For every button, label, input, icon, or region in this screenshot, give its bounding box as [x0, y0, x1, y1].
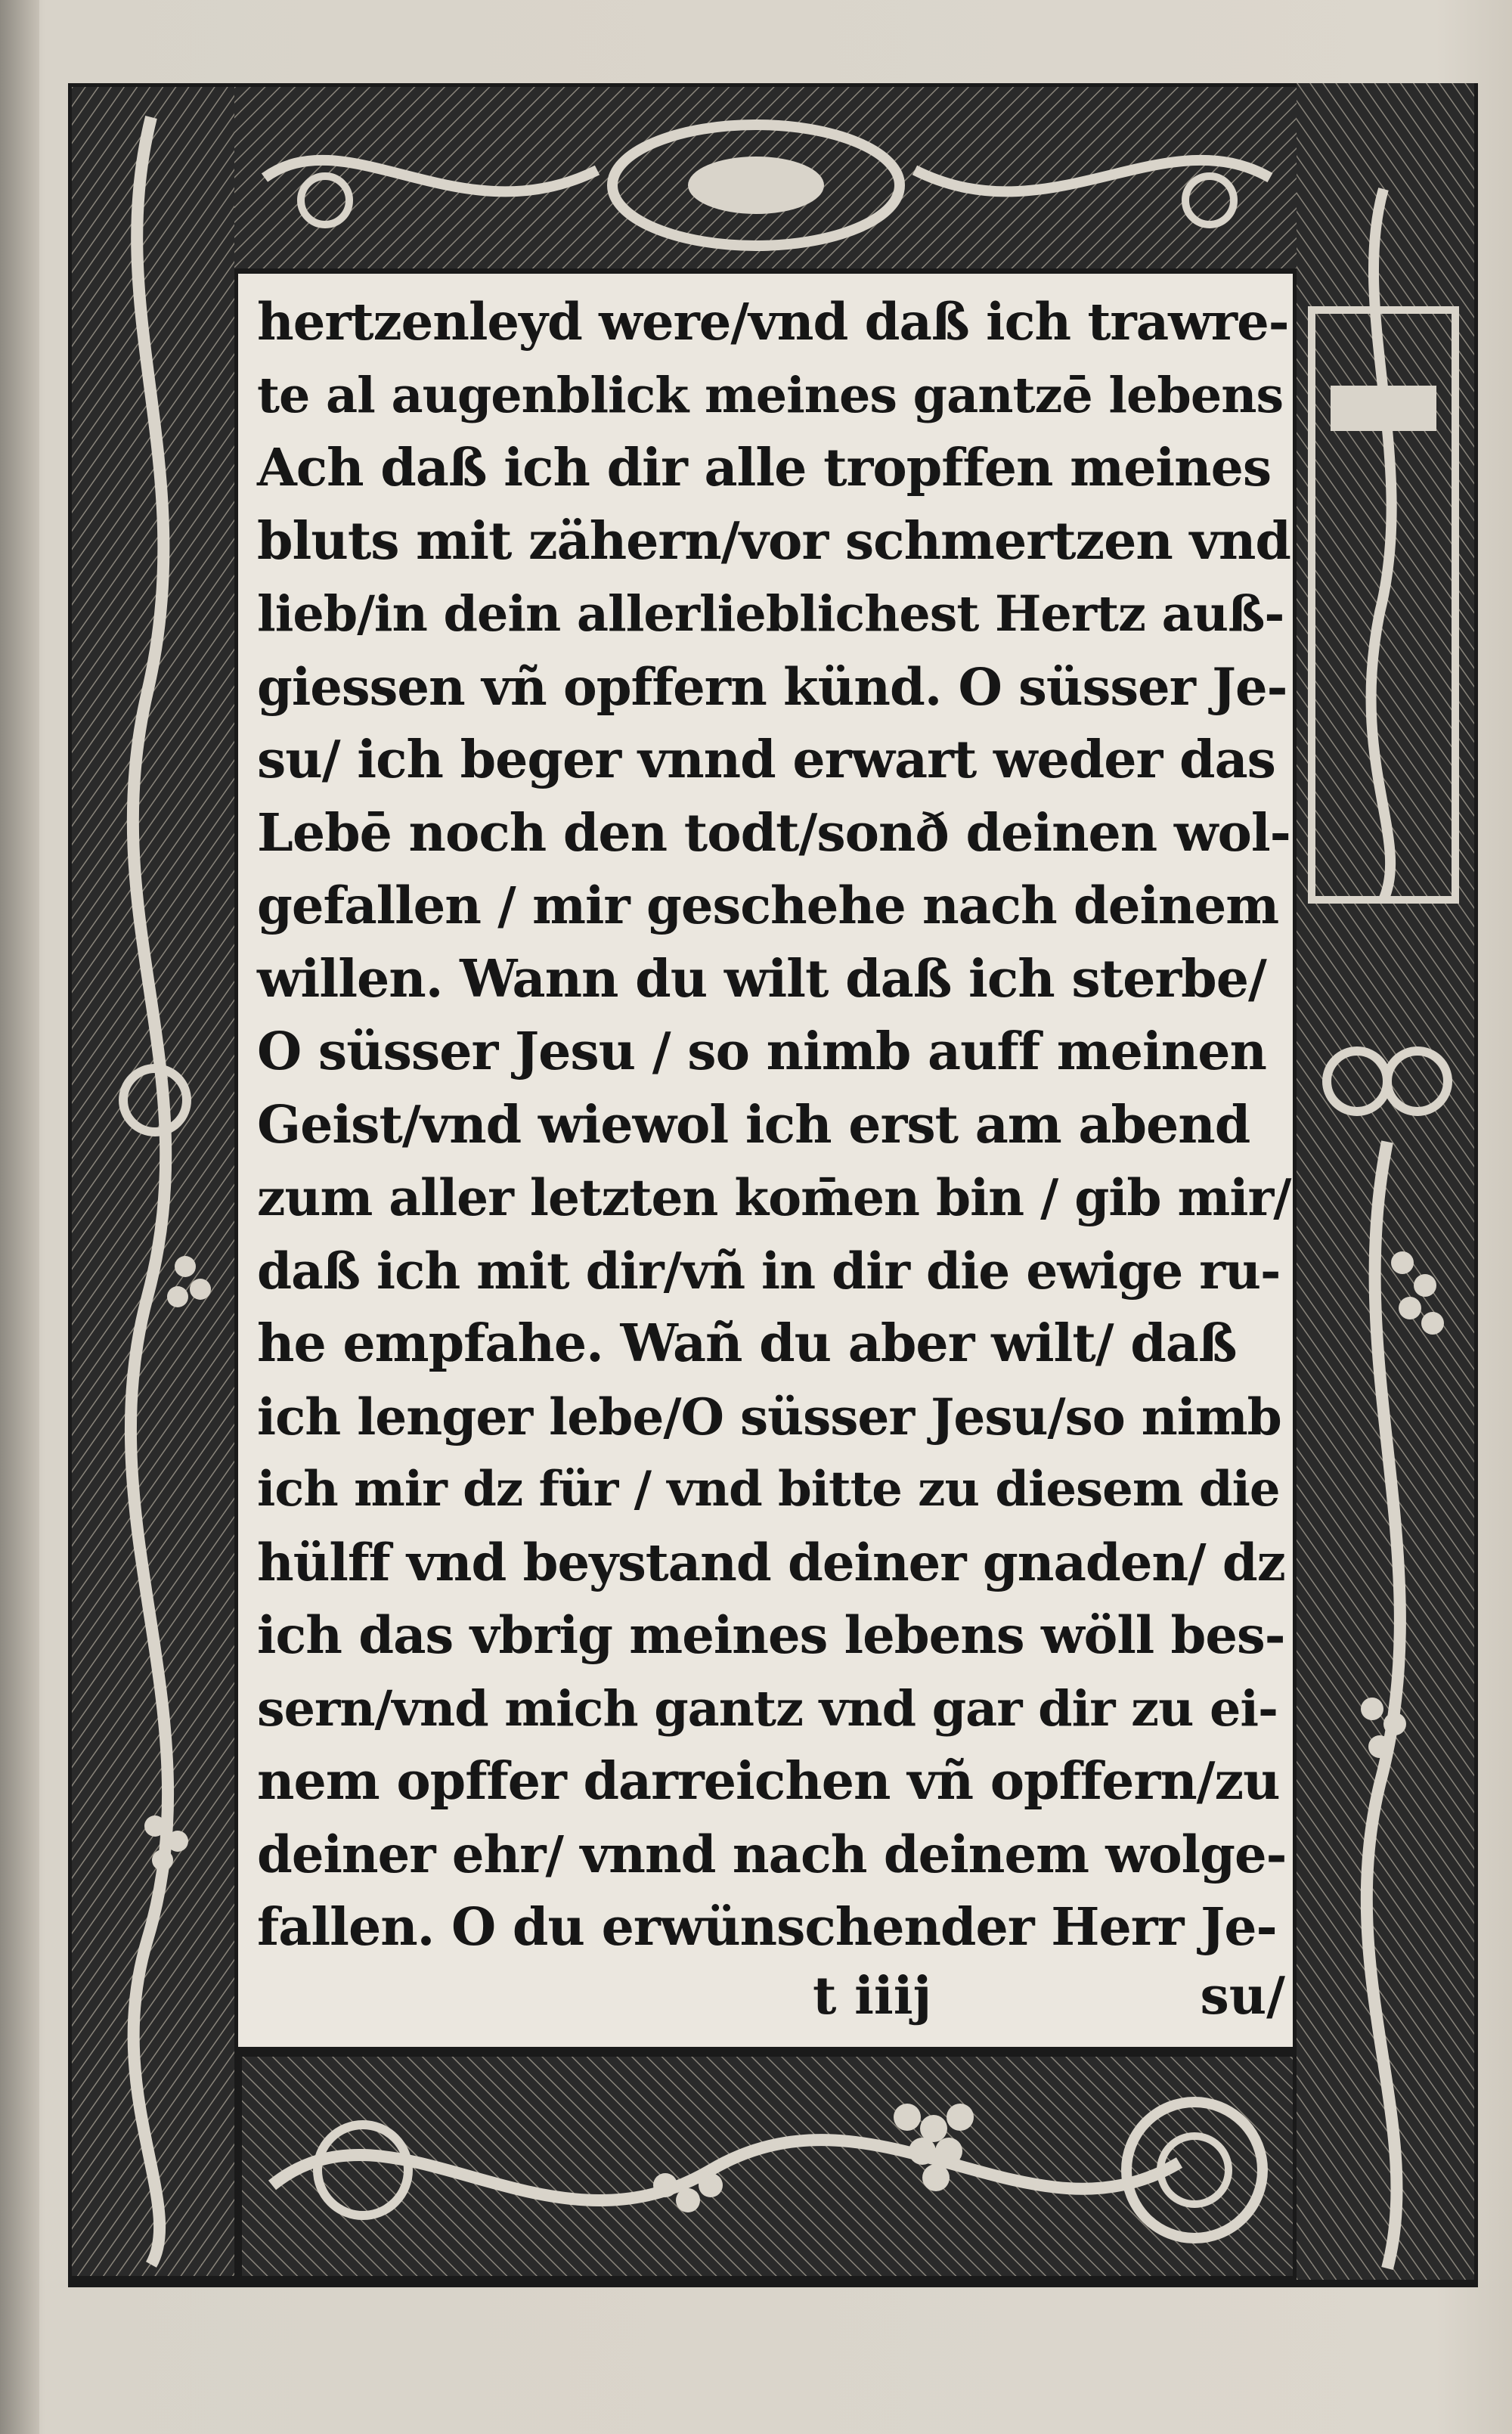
- page-footer: [257, 1960, 1285, 2032]
- text-line: daß ich mit dir/vñ in dir die ewige ru-: [257, 1241, 1281, 1301]
- text-line: zum aller letzten kom̄en bin / gib mir/: [257, 1168, 1291, 1227]
- text-line: ich das vbrig meines lebens wöll bes-: [257, 1605, 1285, 1665]
- text-line: te al augenblick meines gantzē lebens: [257, 366, 1284, 424]
- text-line: fallen. O du erwünschender Herr Je-: [257, 1897, 1277, 1958]
- left-woodcut-border: [72, 87, 234, 2276]
- text-line: lieb/in dein allerlieblichest Hertz auß-: [257, 585, 1284, 643]
- text-line: he empfahe. Wañ du aber wilt/ daß: [257, 1313, 1237, 1374]
- text-line: su/ ich beger vnnd erwart weder das: [257, 730, 1275, 790]
- bottom-woodcut-border: [242, 2057, 1293, 2276]
- text-line: Lebē noch den todt/sonð deinen wol-: [257, 802, 1290, 864]
- text-line: Geist/vnd wiewol ich erst am abend: [257, 1094, 1250, 1155]
- right-woodcut-border: [1297, 83, 1474, 2280]
- text-line: giessen vñ opffern künd. O süsser Je-: [257, 656, 1287, 717]
- text-line: willen. Wann du wilt daß ich sterbe/: [257, 948, 1266, 1009]
- text-line: ich mir dz für / vnd bitte zu diesem die: [257, 1461, 1280, 1518]
- text-line: Ach daß ich dir alle tropffen meines: [257, 438, 1272, 498]
- text-line: hülff vnd beystand deiner gnaden/ dz: [257, 1532, 1285, 1592]
- text-line: sern/vnd mich gantz vnd gar dir zu ei-: [257, 1679, 1278, 1738]
- top-woodcut-border: [234, 87, 1297, 268]
- text-line: ich lenger lebe/O süsser Jesu/so nimb: [257, 1387, 1281, 1446]
- catchword: su/: [1200, 1966, 1285, 2026]
- text-block: [257, 286, 1293, 1964]
- signature-mark: t iiij: [813, 1966, 932, 2026]
- text-line: hertzenleyd were/vnd daß ich trawre-: [257, 292, 1289, 352]
- text-line: deiner ehr/ vnnd nach deinem wolge-: [257, 1824, 1287, 1884]
- text-line: O süsser Jesu / so nimb auff meinen: [257, 1022, 1266, 1082]
- text-line: nem opffer darreichen vñ opffern/zu: [257, 1751, 1280, 1812]
- text-line: gefallen / mir geschehe nach deinem: [257, 876, 1279, 935]
- page-gutter: [0, 0, 39, 2434]
- text-line: bluts mit zähern/vor schmertzen vnd: [257, 510, 1290, 572]
